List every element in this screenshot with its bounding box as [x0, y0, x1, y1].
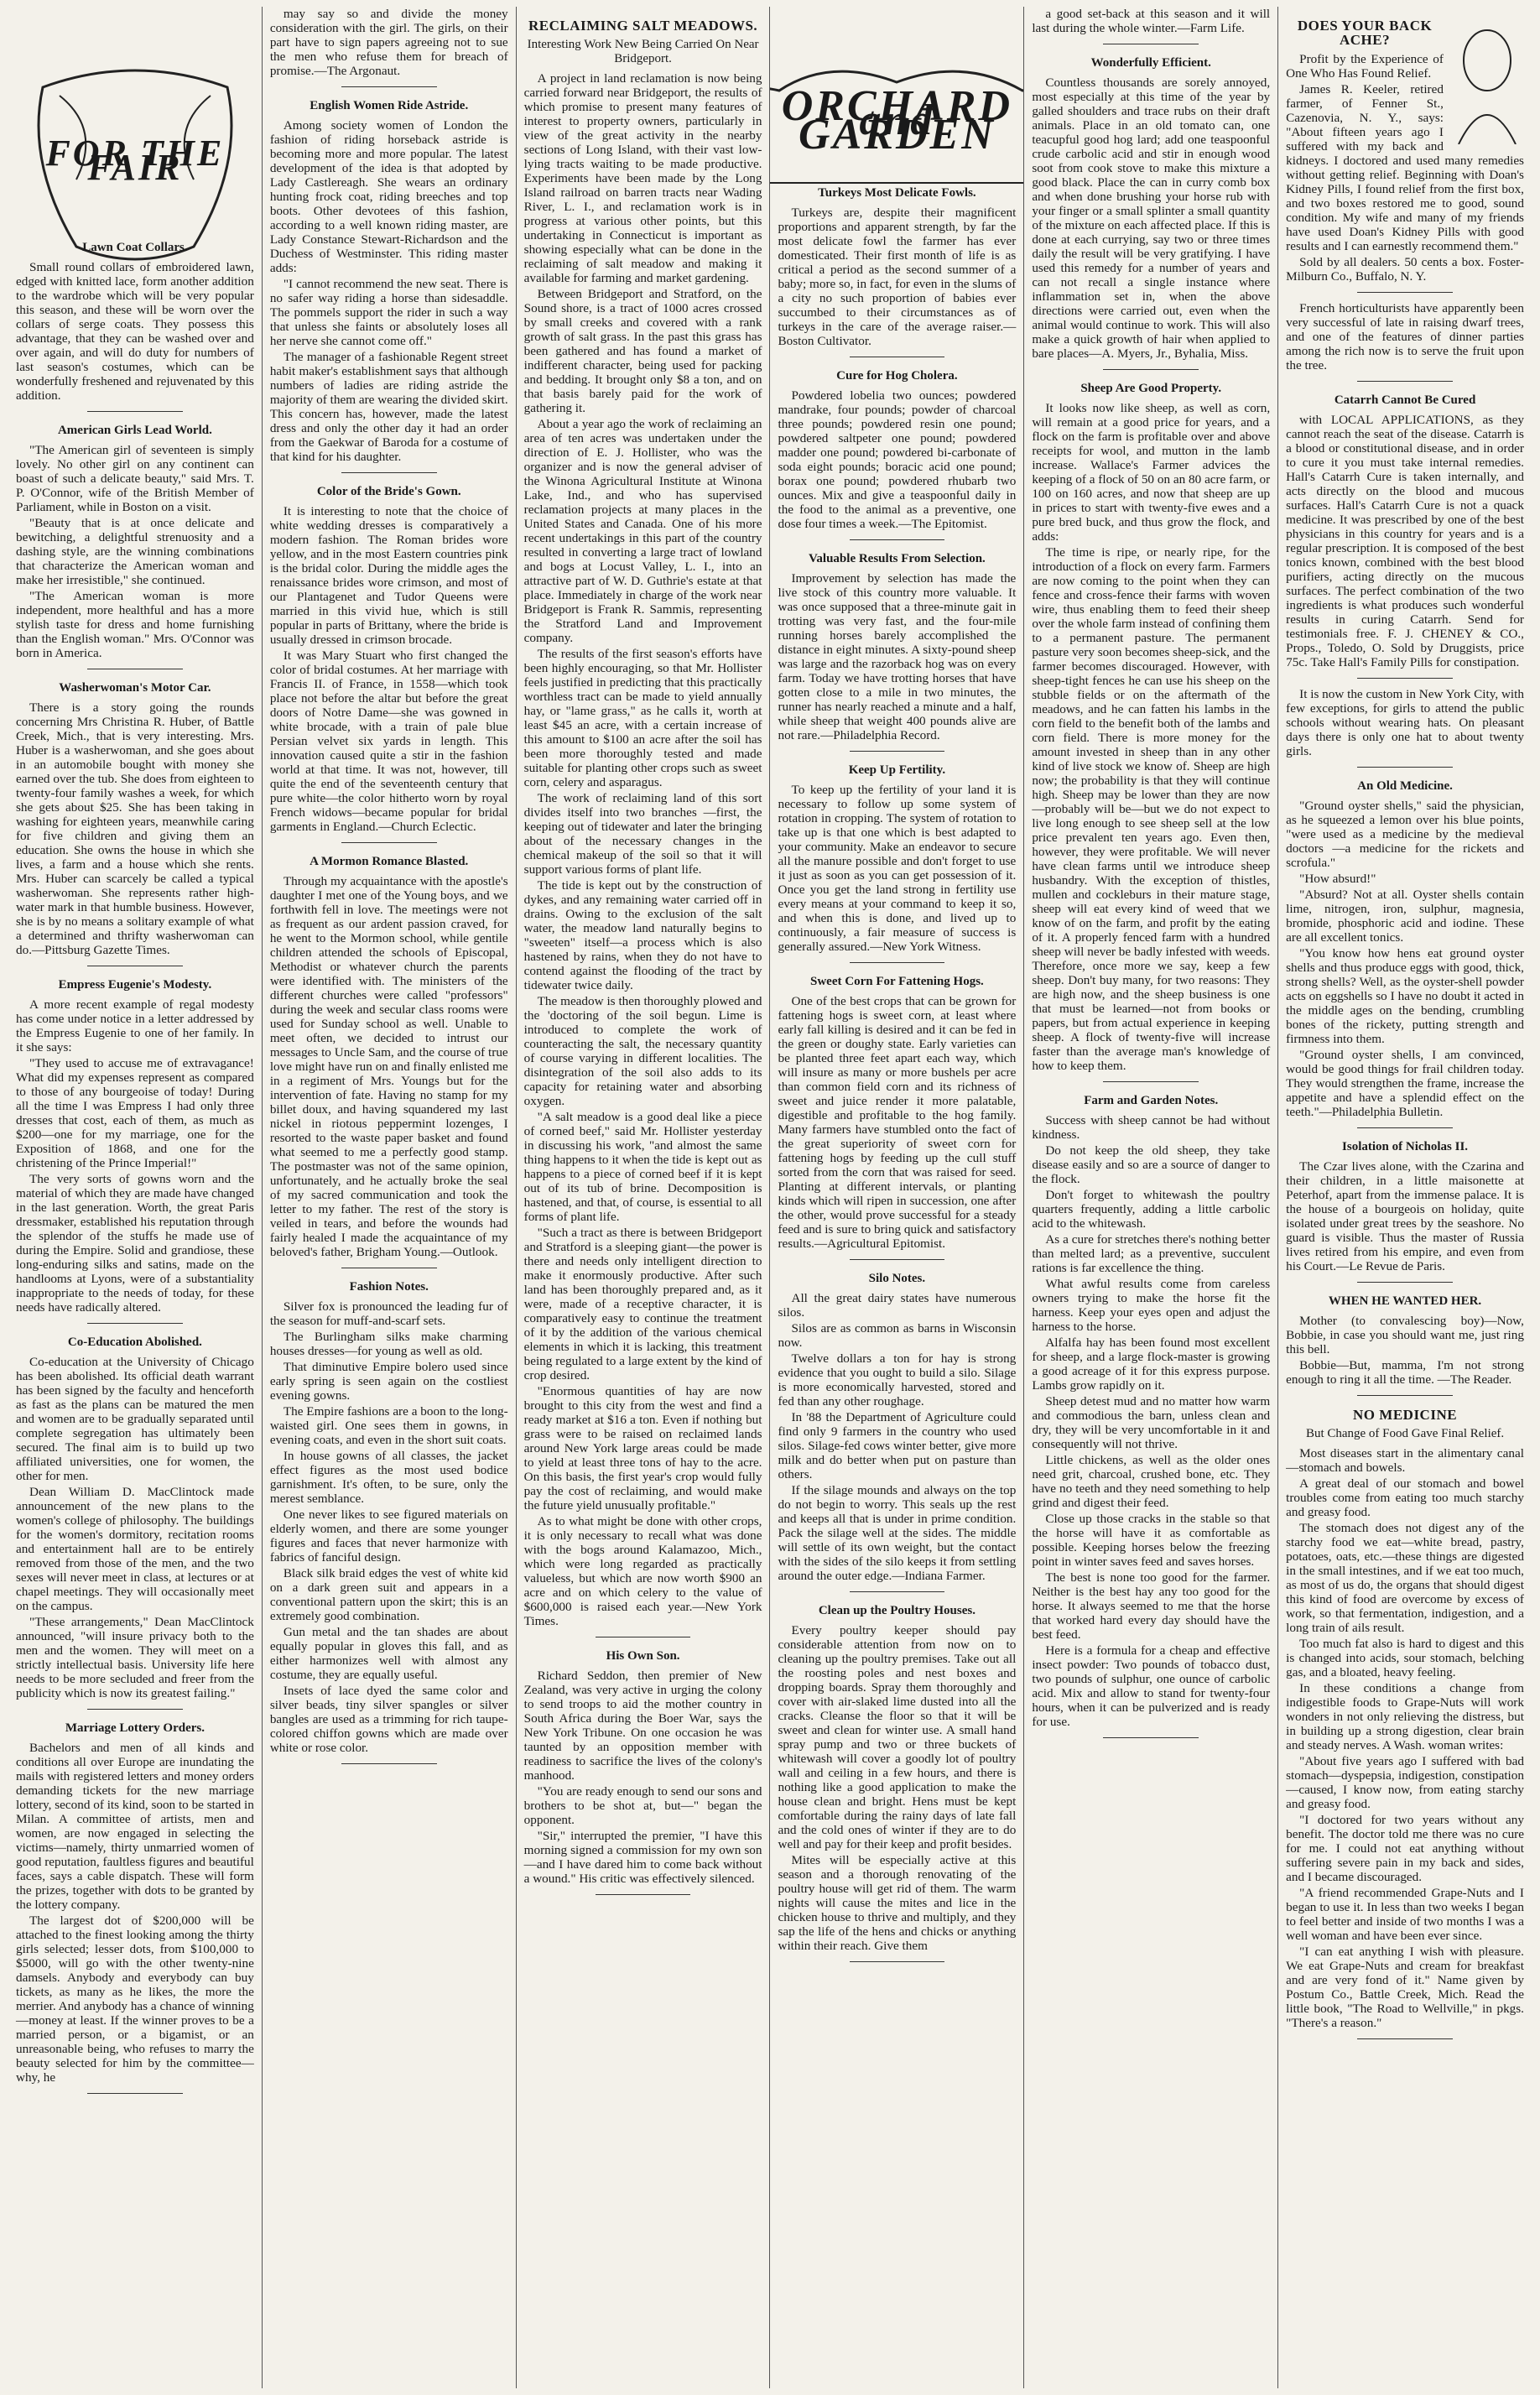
article-headline: His Own Son. [606, 1649, 680, 1663]
article-divider [1357, 292, 1453, 293]
article-paragraph: It is now the custom in New York City, with few exceptions, for girls to attend the public schools without wearing hats. On pleasant days there is only one hat to about twenty girls. [1286, 687, 1524, 758]
article-divider [87, 2093, 183, 2094]
article-paragraph: Alfalfa hay has been found most excellent for sheep, and a large flock-master is growing a good acreage of it for this express purpose. Lambs grow rapidly on it. [1032, 1335, 1271, 1393]
article-paragraph: "The American girl of seventeen is simply lovely. No other girl on any continent can boast of such a delicate beauty," said Mrs. T. P. O'Connor, wife of the British Member of Parliament, while in Boston on a visit. [16, 443, 254, 514]
article-paragraph: Powdered lobelia two ounces; powdered mandrake, four pounds; powder of charcoal three pounds; powdered resin one pound; powdered saltpeter one pound; powdered madder one pound; powdered bi-carbonate of soda eight pounds; boracic acid one pound; borax one pound; powdered rhubarb two ounces. Mix and give a teaspoonful daily in the food to the animal as a preventive, one dose four times a week.—The Epitomist. [778, 388, 1017, 531]
article-paragraph: Mites will be especially active at this season and a thorough renovating of the poultry house will get rid of them. The warm nights will cause the mites and lice in the chicken house to thrive and multiply, and they sap the life of the hens and chicks or anything within their reach. Give them [778, 1853, 1017, 1953]
article-paragraph: About a year ago the work of reclaiming an area of ten acres was undertaken under the direction of E. J. Hollister, who was the organizer and is now the general adviser of the Winona Agricultural Institute at Winona Lake, Ind., and who has supervised reclamation projects at many places in the United States and Canada. One of his more recent undertakings in this part of the country resulted in converting a large tract of lowland and bogs at Locust Valley, L. I., into an attractive part of W. D. Guthrie's estate at that place. Immediately in charge of the work near Bridgeport is Frank R. Sammis, representing the Stratford Land and Improvement company. [523, 417, 762, 645]
article-paragraph: The largest dot of $200,000 will be attached to the finest looking among the thirty girls selected; lesser dots, from $100,000 to $5000, will go with the other twenty-nine damsels. Anybody and everybody can buy tickets, as many as he likes, the more the merrier. And anybody has a chance of winning—money at least. If the winner proves to be a married person, or a bigamist, or an unreasonable being, who refuses to marry the beauty selected for him by the committee—why, he [16, 1913, 254, 2085]
article-headline: An Old Medicine. [1357, 779, 1453, 793]
article [778, 975, 1016, 1251]
article-headline: Keep Up Fertility. [848, 763, 946, 777]
article-headline: Isolation of Nicholas II. [1342, 1140, 1469, 1153]
article-subheadline: Interesting Work New Being Carried On Near Bridgeport. [527, 38, 759, 65]
article-paragraph: There is a story going the rounds concerning Mrs Christina R. Huber, of Battle Creek, Mich., that is very interesting. Mrs. Huber is a washerwoman, and she goes about in an automobile bought with money she earned over the tub. She does from eighteen to twenty-four family washes a week, for which she gets about $25. She has been taking in washing for eighteen years, meanwhile caring for five children and giving them an education. She owns the house in which she lives, a farm and a house which she rents. Mrs. Huber can scarcely be called a typical washerwoman. She represents rather high-water mark in that humble business. However, she is by no means a solitary example of what a determined and thrifty washerwoman can do.—Pittsburg Gazette Times. [16, 700, 254, 957]
article-paragraph: "Sir," interrupted the premier, "I have this morning signed a commission for my own son—and I have dared him to come back without a wound." His critic was effectively silenced. [523, 1829, 762, 1886]
article-divider [1357, 678, 1453, 679]
article-paragraph: "These arrangements," Dean MacClintock announced, "will insure privacy both to the men and the women. They will meet on a strictly intellectual basis. University life here needs to be more secluded and freer from the publicity which is now its greatest failing." [16, 1615, 254, 1700]
article-paragraph: Little chickens, as well as the older ones need grit, charcoal, crushed bone, etc. They have no teeth and they need something to help grind and digest their feed. [1032, 1453, 1271, 1510]
article-paragraph: The Empire fashions are a boon to the long-waisted girl. One sees them in gowns, in evening coats, and even in the short suit coats. [269, 1404, 508, 1447]
article-paragraph: Do not keep the old sheep, they take disease easily and so are a source of danger to the flock. [1032, 1143, 1271, 1186]
article-headline: Fashion Notes. [349, 1280, 429, 1294]
article-paragraph: with LOCAL APPLICATIONS, as they cannot reach the seat of the disease. Catarrh is a blood or constitutional disease, and in order to cure it you must take internal remedies. Hall's Catarrh Cure is taken internally, and acts directly on the blood and mucous surfaces. Hall's Catarrh Cure is not a quack medicine. It was prescribed by one of the best physicians in this country for years and is a regular prescription. It is composed of the best tonics known, combined with the best blood purifiers, acting directly on the mucous surfaces. The perfect combination of the two ingredients is what produces such wonderful results in curing Catarrh. Send for testimonials free. F. J. CHENEY & CO., Props., Toledo, O. Sold by Druggists, price 75c. Take Hall's Family Pills for constipation. [1286, 413, 1524, 669]
article-paragraph: Black silk braid edges the vest of white kid on a dark green suit and appears in a conventional pattern upon the skirt; this is an extremely good combination. [269, 1566, 508, 1623]
article-divider [1103, 1081, 1199, 1082]
article [778, 186, 1016, 348]
article [1286, 1140, 1524, 1273]
article-headline: Turkeys Most Delicate Fowls. [818, 186, 976, 200]
article-divider [341, 472, 437, 473]
article-headline: Sheep Are Good Property. [1080, 382, 1222, 395]
article-paragraph: "Beauty that is at once delicate and bewitching, a delightful strenuosity and a dashing style, are the winning combinations that characterize the American woman and make her irresistible," she continued. [16, 516, 254, 587]
article-paragraph: "I doctored for two years without any benefit. The doctor told me there was no cure for me. I could not eat anything without suffering severe pain in my back and sides, and I became discouraged. [1286, 1813, 1524, 1884]
article-paragraph: Don't forget to whitewash the poultry quarters frequently, adding a little carbolic acid to the whitewash. [1032, 1188, 1271, 1231]
article-paragraph: Bobbie—But, mamma, I'm not strong enough to ring it all the time. —The Reader. [1286, 1358, 1524, 1387]
column-2 [262, 7, 516, 2388]
article-headline: Color of the Bride's Gown. [316, 485, 461, 498]
article-paragraph: The Czar lives alone, with the Czarina and their children, in a little maisonette at Peterhof, apart from the immense palace. It is the house of a bourgeois on holiday, quite isolated under great trees by the seashore. No guard is visible. Thus the master of Russia lives retired from his empire, and even from his Court.—Le Revue de Paris. [1286, 1159, 1524, 1273]
article-headline: RECLAIMING SALT MEADOWS. [528, 18, 758, 34]
article [778, 1272, 1016, 1583]
article [1032, 7, 1270, 35]
article [1286, 1294, 1524, 1387]
article-paragraph: Success with sheep cannot be had without kindness. [1032, 1113, 1271, 1142]
article-paragraph: A more recent example of regal modesty has come under notice in a letter addressed by the Empress Eugenie to one of her family. In it she says: [16, 997, 254, 1054]
article-subheadline: But Change of Food Gave Final Relief. [1305, 1427, 1505, 1440]
article-paragraph: The results of the first season's efforts have been highly encouraging, so that Mr. Hollister feels justified in predicting that this practically worthless tract can be made to yield annually hay, or "lame grass," as he calls it, worth at least $45 an acre, with a certain increase of this amount to $100 an acre after the soil has been more thoroughly tested and made suitable for planting other crops such as sweet corn, celery and asparagus. [523, 647, 762, 789]
section-title: FOR THE FAIR [45, 132, 225, 188]
article-paragraph: "You know how hens eat ground oyster shells and thus produce eggs with good, thick, strong shells? Well, as the oyster-shell powder acts on eggshells so I have no doubt it acted in the middle ages on the bending, crumbling bones of the rickety, putting strength and firmness into them. [1286, 946, 1524, 1046]
article [1286, 393, 1524, 669]
article-paragraph: "About five years ago I suffered with bad stomach—dyspepsia, indigestion, constipation—caused, I know now, from eating starchy and greasy food. [1286, 1754, 1524, 1811]
article-headline: Silo Notes. [868, 1272, 926, 1285]
article-paragraph: If the silage mounds and always on the top do not begin to worry. This seals up the rest and keeps all that is under in prime condition. Pack the silage well at the sides. The middle will settle of its own weight, but the contact with the sides of the silo keeps it from settling around the outer edge.—Indiana Farmer. [778, 1483, 1017, 1583]
article-paragraph: Silver fox is pronounced the leading fur of the season for muff-and-scarf sets. [269, 1299, 508, 1328]
article-divider [341, 1763, 437, 1764]
article-headline: Lawn Coat Collars. [82, 241, 188, 254]
article [16, 1335, 254, 1700]
article-headline: Empress Eugenie's Modesty. [58, 978, 212, 992]
article-headline: Sweet Corn For Fattening Hogs. [810, 975, 984, 988]
article-headline: WHEN HE WANTED HER. [1328, 1294, 1482, 1308]
article-paragraph: In house gowns of all classes, the jacket effect figures as the most used bodice garnishment. It's often, to be sure, only the merest semblance. [269, 1449, 508, 1506]
article-paragraph: The Burlingham silks make charming houses dresses—for young as well as old. [269, 1330, 508, 1358]
article-paragraph: Insets of lace dyed the same color and silver beads, tiny silver spangles or silver bangles are used as a trimming for rich taupe-colored chiffon gowns which are made over white or rose color. [269, 1684, 508, 1755]
article [778, 763, 1016, 954]
article-paragraph: All the great dairy states have numerous silos. [778, 1291, 1017, 1320]
article [1032, 382, 1270, 1073]
article-paragraph: The time is ripe, or nearly ripe, for the introduction of a flock on every farm. Farmers are now coming to the point when they can fence and cross-fence their farms with woven wire, thus enabling them to feed their sheep over the whole farm instead of confining them to a permanent pasture. The permanent pasture very soon becomes sheep-sick, and the farmer becomes discouraged. However, with sheep-tight fences he can use his sheep on the stubble fields or on the aftermath of the meadows, and he can fatten his lambs in the corn field to the benefit both of the lambs and corn field. There is more money for the amount invested in sheep than in any other kind of live stock we know of. Sheep are high now; the probability is that they will continue high. Sheep may be lower than they are now—probably will be—but we do not expect to live long enough to see sheep sell at the low price prevalent ten years ago. Even then, however, they were profitable. We will never have clean farms until we introduce sheep husbandry. With the exception of thistles, mullen and cockleburs in their mature stage, sheep will eat every kind of weed that we know of on the farm, and profit by the eating of it. A properly fenced farm with a hundred sheep will never be badly infested with weeds. Therefore, once more we say, keep a few sheep. Don't buy many, for two reasons: They are high now, and the sheep business is one that must be learned—not from books or papers, but from actual experience in keeping sheep. A flock of twenty-five will increase faster than the average man's knowledge of how to keep them. [1032, 545, 1271, 1073]
article-paragraph: Most diseases start in the alimentary canal—stomach and bowels. [1286, 1446, 1524, 1475]
section-title: ORCHARD and GARDEN [781, 81, 1013, 159]
article-paragraph: Close up those cracks in the stable so that the horse will have it as comfortable as possible. Keeping horses below the freezing point in winter saves feed and saves horses. [1032, 1512, 1271, 1569]
article-divider [341, 842, 437, 843]
article-paragraph: Gun metal and the tan shades are about equally popular in gloves this fall, and as either harmonizes well with almost any costume, they are equally useful. [269, 1625, 508, 1682]
article-paragraph: The tide is kept out by the construction of dykes, and any remaining water carried off in drains. Owing to the exclusion of the salt water, the meadow land naturally begins to "sweeten" itself—a process which is also hastened by rains, when they do not have to contend against the flooding of the tract by tidewater twice daily. [523, 878, 762, 992]
article-divider [87, 1709, 183, 1710]
article [1032, 1094, 1270, 1729]
article-paragraph: The manager of a fashionable Regent street habit maker's establishment says that although numbers of ladies are riding astride the majority of them are wearing the divided skirt. This concern has, however, made the latest dress and only the other day it had an order from the Gaekwar of Baroda for a costume of that kind for his daughter. [269, 350, 508, 464]
article [16, 241, 254, 403]
article-paragraph: "How absurd!" [1299, 872, 1376, 886]
column-1 [8, 7, 262, 2388]
article-paragraph: It looks now like sheep, as well as corn, will remain at a good price for years, and a flock on the farm is profitable over and above receipts for wool, and mutton in the lamb increase. Wallace's Farmer advices the keeping of a flock of 50 on an 80 acre farm, or 100 on 160 acres, and now that sheep are up in prices to start with twenty-five ewes and a pure bred buck, and thus grow the flock, and adds: [1032, 401, 1271, 544]
article [524, 1649, 762, 1886]
article-paragraph: "I can eat anything I wish with pleasure. We eat Grape-Nuts and cream for breakfast and are very fond of it." Name given by Postum Co., Battle Creek, Mich. Read the little book, "The Road to Wellville," in pkgs. "There's a reason." [1286, 1945, 1524, 2030]
article [270, 855, 508, 1259]
article-paragraph: Sheep detest mud and no matter how warm and commodious the barn, unless clean and dry, they will be very uncomfortable in it and consequently will not thrive. [1032, 1394, 1271, 1451]
article-paragraph: The meadow is then thoroughly plowed and the 'doctoring of the soil begun. Lime is introduced to complete the work of counteracting the salt, the necessary quantity of course varying in different localities. The disintegration of the soil also adds to its capacity for retaining water and absorbing oxygen. [523, 994, 762, 1108]
article [1286, 301, 1524, 372]
article-divider [850, 1591, 945, 1592]
article-divider [87, 1323, 183, 1324]
article [270, 485, 508, 834]
article-paragraph: Small round collars of embroidered lawn, edged with knitted lace, form another addition to the wardrobe which will be very popular this season, and these will be worn over the collars of serge coats. They possess this advantage, that they can be washed over and over again, and will do duty for numbers of last season's costumes, which can be wonderfully freshened and rejuvenated by this addition. [16, 260, 254, 403]
article-paragraph: "The American woman is more independent, more healthful and has a more stylish taste for dress and home furnishing than the English woman." Mrs. O'Connor was born in America. [16, 589, 254, 660]
article-headline: A Mormon Romance Blasted. [310, 855, 469, 868]
article-paragraph: "Ground oyster shells," said the physician, as he squeezed a lemon over his blue points, "were used as a medicine by the medieval doctors —a medicine for the rickets and scrofula." [1286, 799, 1524, 870]
article-paragraph: "A salt meadow is a good deal like a piece of corned beef," said Mr. Hollister yesterday in discussing his work, "and almost the same thing happens to it when the tide is kept out as happens to a piece of corned beef if it is kept out of its tub of brine. Decomposition is hastened, and that, of course, is essential to all forms of plant life. [523, 1110, 762, 1224]
article-paragraph: "Absurd? Not at all. Oyster shells contain lime, nitrogen, iron, sulphur, magnesia, bromide, phosphoric acid and iodine. These are all excellent tonics. [1286, 888, 1524, 945]
article-headline: Wonderfully Efficient. [1090, 56, 1211, 70]
article-headline: Valuable Results From Selection. [808, 552, 986, 565]
article-paragraph: Among society women of London the fashion of riding horseback astride is becoming more and more popular. The latest development of the idea is that adopted by Lady Castlereagh. She wears an ordinary hunting frock coat, riding breeches and top boots. Other devotees of this fashion, according to a well known riding master, are Lady Constance Stewart-Richardson and the Duchess of Westminster. This riding master adds: [269, 118, 508, 275]
article-paragraph: Richard Seddon, then premier of New Zealand, was very active in urging the colony to send troops to aid the mother country in South Africa during the Boer War, says the New York Tribune. On one occasion he was taunted by an opposition member with readiness to sacrifice the lives of the colony's manhood. [523, 1669, 762, 1783]
article-headline: American Girls Lead World. [57, 424, 212, 437]
article-paragraph: "Ground oyster shells, I am convinced, would be good things for frail children today. They would strengthen the frame, increase the appetite and have a splendid effect on the teeth."—Philadelphia Bulletin. [1286, 1048, 1524, 1119]
article-divider [850, 751, 945, 752]
article [1286, 779, 1524, 1119]
article-headline: NO MEDICINE [1353, 1407, 1458, 1423]
article-paragraph: As a cure for stretches there's nothing better than melted lard; as a preventive, succulent rations is far excellence the thing. [1032, 1232, 1271, 1275]
article-paragraph: Dean William D. MacClintock made announcement of the new plans to the women's college of philosophy. The buildings for the women's dormitory, recitation rooms and entertainment hall are to be entirely removed from those of the men, and the two sexes will never meet in class, at lectures or at chapel meetings. They will occasionally meet on the campus. [16, 1485, 254, 1613]
article-paragraph: In '88 the Department of Agriculture could find only 9 farmers in the country who used silos. Silage-fed cows winter better, give more milk and do better when put on pasture than others. [778, 1410, 1017, 1481]
article-paragraph: A great deal of our stomach and bowel troubles come from eating too much starchy and greasy food. [1286, 1476, 1524, 1519]
article-paragraph: Improvement by selection has made the live stock of this country more valuable. It was once supposed that a three-minute gait in trotting was very fast, and the four-mile running horses barely accomplished the distance in eight minutes. A sixty-pound sheep was large and the razorback hog was on every farm. Today we have trotting horses that have gotten close to a mile in two minutes, the runner has nearly reached a minute and a half, while sheep that weight 400 pounds alive are not rare.—Philadelphia Record. [778, 571, 1017, 742]
article-paragraph: "Such a tract as there is between Bridgeport and Stratford is a sleeping giant—the power is there and needs only intelligent direction to make it enormously productive. After such land has been thoroughly prepared and, as it were, made of a receptive character, it is comparatively easy to continue the treatment of it by the addition of the various chemical elements in which it is lacking, this treatment being regulated to a large extent by the kind of crop desired. [523, 1226, 762, 1382]
article-paragraph: The stomach does not digest any of the starchy food we eat—white bread, pastry, potatoes, oats, etc.—these things are digested in the small intestines, and if we eat too much, as most of us do, the organs that should digest this kind of food are overcome by excess of work, so that fermentation, indigestion, and a long train of ails result. [1286, 1521, 1524, 1635]
column-4 [769, 7, 1023, 2388]
article [270, 99, 508, 464]
article-paragraph: Countless thousands are sorely annoyed, most especially at this time of the year by galled shoulders and trace rubs on their draft animals. Place in an old tomato can, one teacupful good hog lard; add one teaspoonful crude carbolic acid and stir in enough wood soot from cook stove to make this mixture a good black. Place the can in curry comb box and when done brushing your horse rub with your finger or a small splinter a small quantity of the mixture on each affected place. If this is done at each currying, say two or three times daily the result will be very gratifying. I have used this remedy for a number of years and can not recall a single instance where inflammation set in, when the above directions were carried out, even when the animal would continue to work. This will also make a quick growth of hair when applied to bare places—A. Myers, Jr., Byhalia, Miss. [1032, 75, 1271, 361]
article-divider [87, 411, 183, 412]
article-paragraph: One of the best crops that can be grown for fattening hogs is sweet corn, at least where early fall killing is desired and it can be fed in the green or doughy state. Early varieties can be planted three feet apart each way, which will insure as many or more bushels per acre than common field corn and its richness of sweet and juice render it more palatable, digestible and profitable to the hog family. Many farmers have stumbled onto the fact of the great superiority of sweet corn for fattening hogs by feeding up the cull stuff sorted from the corn that was raised for seed. Planting at different intervals, or planting kinds which will ripen in succession, one after the other, would prove successful for a steady feed and is sure to bring quick and satisfactory results.—Agricultural Epitomist. [778, 994, 1017, 1251]
article [16, 681, 254, 957]
article-divider [1103, 369, 1199, 370]
article [1032, 56, 1270, 361]
article [1286, 18, 1524, 284]
article-divider [596, 1894, 691, 1895]
article-paragraph: Profit by the Experience of One Who Has Found Relief. [1286, 52, 1444, 81]
article [16, 424, 254, 660]
article-paragraph: Twelve dollars a ton for hay is strong evidence that you ought to build a silo. Silage is more economically harvested, stored and fed than any other roughage. [778, 1351, 1017, 1408]
orchard-garden-header-art [778, 7, 1016, 174]
article [1286, 687, 1524, 758]
article-paragraph: Through my acquaintance with the apostle's daughter I met one of the Young boys, and we forthwith fell in love. The meetings were not as frequent as our ardent passion craved, for he went to the Mormon school, while gentile children attended the schools of Episcopal, Methodist or whatever church the parents were identified with. The ministers of the different churches were called "professors" during the week and secular class rooms were used for Sunday school as well. Unable to meet often, we decided to intrust our messages to Uncle Sam, and the course of true love might have run on and finally enlisted me in a regiment of Mrs. Youngs but for the intervention of fate. Having no stamp for my billet doux, and having squandered my last nickel in riotous peppermint lozenges, I resorted to the waste paper basket and found what seemed to me a perfectly good stamp. The postmaster was not of the same opinion, unfortunately, and he actually broke the seal of my sacred communication and took the letter to my father. The rest of the story is veiled in tears, and before the wounds had fairly healed I made the acquaintance of my beloved's father, Brigham Young.—Outlook. [269, 874, 508, 1259]
column-container [8, 7, 1532, 2388]
article [270, 7, 508, 78]
article-paragraph: The work of reclaiming land of this sort divides itself into two branches —first, the keeping out of tidewater and later the bringing about of the necessary changes in the chemical makeup of the soil so that it will support various forms of plant life. [523, 791, 762, 877]
article-paragraph: It was Mary Stuart who first changed the color of bridal costumes. At her marriage with Francis II. of France, in 1558—which took place not before the altar but before the great doors of Notre Dame—she was gowned in white brocade, with a train of pale blue Persian velvet six yards in length. This innovation caused quite a stir in the fashion world at that time. It was not, however, till quite the end of the seventeenth century that pure white—the color hitherto worn by royal French widows—became popular for bridal garments in England.—Church Eclectic. [269, 648, 508, 834]
article-paragraph: "They used to accuse me of extravagance! What did my expenses represent as compared to those of any bourgeoise of today! During all the time I was Empress I had only three dresses that cost, each of them, as much as $200—one for my marriage, one for the Exposition of 1868, and one for the christening of the Prince Imperial!" [16, 1056, 254, 1170]
article-headline: Co-Education Abolished. [67, 1335, 202, 1349]
article-paragraph: Mother (to convalescing boy)—Now, Bobbie, in case you should want me, just ring this bell. [1286, 1314, 1524, 1356]
article-headline: Clean up the Poultry Houses. [818, 1604, 976, 1617]
article-paragraph: may say so and divide the money consideration with the girl. The girls, on their part have to sign papers agreeing not to sue the men who refuse them for breach of promise.—The Argonaut. [269, 7, 508, 78]
article [16, 1721, 254, 2085]
article-divider [850, 1259, 945, 1260]
article-paragraph: In these conditions a change from indigestible foods to Grape-Nuts will work wonders in not only relieving the distress, but in building up a strong digestion, clear brain and steady nerves. A Wash. woman writes: [1286, 1681, 1524, 1752]
article-paragraph: As to what might be done with other crops, it is only necessary to recall what was done with the bogs around Kalamazoo, Mich., which were long regarded as practically valueless, but which are now worth $900 an acre and on which celery to the value of $600,000 is raised each year.—New York Times. [523, 1514, 762, 1628]
article-paragraph: "I cannot recommend the new seat. There is no safer way riding a horse than sidesaddle. The pommels support the rider in such a way that unless she faints or absolutely loses all her nerve she cannot come off." [269, 277, 508, 348]
article-paragraph: Turkeys are, despite their magnificent proportions and apparent strength, by far the most delicate fowl the farmer has ever domesticated. Their first month of life is as critical a period as the second summer of a baby; more so, in fact, for even in the slums of a city no such proportion of babies ever succumbed to their circumstances as of turkeys in the care of the average raiser.—Boston Cultivator. [778, 206, 1017, 348]
for-the-fair-header-art [16, 7, 254, 229]
article-paragraph: Too much fat also is hard to digest and this is changed into acids, sour stomach, belching gas, and a bloated, heavy feeling. [1286, 1637, 1524, 1679]
article-headline: English Women Ride Astride. [310, 99, 469, 112]
article-paragraph: Here is a formula for a cheap and effective insect powder: Two pounds of tobacco dust, two pounds of sulphur, one ounce of carbolic acid. Mix and allow to stand for twenty-four hours, when it can be pulverized and is ready for use. [1032, 1643, 1271, 1729]
article-paragraph: That diminutive Empire bolero used since early spring is seen again on the costliest evening gowns. [269, 1360, 508, 1403]
article-paragraph: Every poultry keeper should pay considerable attention from now on to cleaning up the poultry premises. Take out all the roosting poles and nest boxes and dropping boards. Spray them thoroughly and cover with air-slaked lime dusted into all the cracks. Cleanse the floor so that it will be sweet and clean for winter use. A small hand spray pump and two or three buckets of whitewash will cover a goodly lot of poultry wall and ceiling in a few hours, and there is nothing like a good application to make the house clean and bright. Hens must be kept comfortable during the rainy days of late fall and the cold ones of winter if they are to do well and pay for their keep and profit besides. [778, 1623, 1017, 1851]
article-divider [1357, 767, 1453, 768]
article-headline: Catarrh Cannot Be Cured [1334, 393, 1476, 407]
article-headline: Cure for Hog Cholera. [836, 369, 958, 383]
article-paragraph: Sold by all dealers. 50 cents a box. Foster-Milburn Co., Buffalo, N. Y. [1286, 255, 1524, 284]
article-paragraph: Bachelors and men of all kinds and conditions all over Europe are inundating the mails with registered letters and money orders demanding tickets for the new marriage lottery, second of its kind, soon to be started in Milan. A committee of artists, men and women, are now engaged in selecting the victims—namely, thirty unmarried women of good reputation, faultless figures and beautiful faces, says a cable dispatch. These will form the prizes, together with dots to be granted by the lottery company. [16, 1741, 254, 1912]
article-divider [1357, 1395, 1453, 1396]
article-divider [1357, 1282, 1453, 1283]
article-headline: Marriage Lottery Orders. [65, 1721, 205, 1735]
article [778, 552, 1016, 742]
article-paragraph: What awful results come from careless owners trying to make the horse fit the harness. Keep your eyes open and adjust the harness to the horse. [1032, 1277, 1271, 1334]
article [778, 369, 1016, 531]
article-divider [1357, 2038, 1453, 2039]
article-paragraph: It is interesting to note that the choice of white wedding dresses is comparatively a modern fashion. The Roman brides wore yellow, and in the most Eastern countries pink is the bridal color. During the middle ages the renaissance brides wore crimson, and most of our Plantagenet and Tudor Queens were married in this vivid hue, which is still popular in parts of Brittany, where the bride is usually dressed in crimson brocade. [269, 504, 508, 647]
article-paragraph: "You are ready enough to send our sons and brothers to be shot at, but—" began the opponent. [523, 1784, 762, 1827]
article-paragraph: French horticulturists have apparently been very successful of late in raising dwarf trees, and one of the features of dinner parties among the rich now is to serve the fruit upon the tree. [1286, 301, 1524, 372]
article-divider [850, 1961, 945, 1962]
article-paragraph: James R. Keeler, retired farmer, of Fenner St., Cazenovia, N. Y., says: "About fifteen years ago I suffered with my back and kidneys. I doctored and used many remedies without getting relief. Beginning with Doan's Kidney Pills, I found relief from the first box, and two boxes restored me to good, sound condition. My wife and many of my friends have used Doan's Kidney Pills with good results and I can earnestly recommend them." [1286, 82, 1524, 253]
article-paragraph: A project in land reclamation is now being carried forward near Bridgeport, the results of which promise to present many features of interest to property owners, particularly in view of the great activity in the nearby sections of Long Island, with their vast low-lying tracts waiting to be made productive. Experiments have been made by the Long Island railroad on barren tracts near Wading River, L. I., and reclamation work is in progress at various other points, but this undertaking in Connecticut is important as showing especially what can be done in the reclaiming of salt meadow and making it available for farming and market gardening. [523, 71, 762, 285]
portrait-engraving-icon [1450, 18, 1524, 144]
article-paragraph: The very sorts of gowns worn and the material of which they are made have changed in the last generation. Worth, the great Paris dressmaker, established his reputation through the splendor of the stuffs he made use of during the Empire. Solid and grandiose, these long-enduring silks and satins, made on the handlooms at Lyons, were of a substantiality inappropriate to the needs of today, for these needs have radically altered. [16, 1172, 254, 1315]
article-divider [850, 539, 945, 540]
article-paragraph: The best is none too good for the farmer. Neither is the best hay any too good for the horse. It always seemed to me that the horse that worked hard every day should have the best feed. [1032, 1570, 1271, 1642]
article-paragraph: Between Bridgeport and Stratford, on the Sound shore, is a tract of 1000 acres crossed by small creeks and covered with a rank growth of salt grass. In the past this grass has been gathered and has found a market of indifferent character, being used for packing and bedding. It brought only $8 a ton, and on that basis barely paid for the work of gathering it. [523, 287, 762, 415]
article-paragraph: One never likes to see figured materials on elderly women, and there are some younger figures and faces that never harmonize with fabrics of fanciful design. [269, 1507, 508, 1565]
article-paragraph: "A friend recommended Grape-Nuts and I began to use it. In less than two weeks I began to feel better and inside of two months I was a well woman and have been ever since. [1286, 1886, 1524, 1943]
article-headline: Washerwoman's Motor Car. [59, 681, 211, 695]
article-paragraph: Co-education at the University of Chicago has been abolished. Its official death warrant has been signed by the faculty and henceforth as fast as the plans can be matured the men and women are to be gradually separated until complete segregation has ultimately been secured. The final aim is to build up two affiliated universities, one for women, the other for men. [16, 1355, 254, 1483]
article [1286, 1408, 1524, 2030]
article-paragraph: a good set-back at this season and it will last during the whole winter.—Farm Life. [1032, 7, 1271, 35]
column-3 [516, 7, 770, 2388]
article-headline: DOES YOUR BACK ACHE? [1297, 18, 1433, 48]
article [778, 1604, 1016, 1953]
article-paragraph: "Enormous quantities of hay are now brought to this city from the west and find a ready market at $16 a ton. Even if nothing but grass were to be raised on reclaimed lands around New York large areas could be made to yield at least three tons of hay to the acre. On this basis, the first year's crop would fully pay the cost of reclaiming, and would make the future yield unusually profitable." [523, 1384, 762, 1512]
article-paragraph: Silos are as common as barns in Wisconsin now. [778, 1321, 1017, 1350]
article [16, 978, 254, 1315]
column-5 [1023, 7, 1277, 2388]
article-divider [341, 86, 437, 87]
article-divider [1357, 1127, 1453, 1128]
article-headline: Farm and Garden Notes. [1084, 1094, 1219, 1107]
article-divider [1103, 1737, 1199, 1738]
article-paragraph: To keep up the fertility of your land it is necessary to follow up some system of rotation in cropping. The system of rotation to take up is that one which is best adapted to your community. Make an endeavor to secure all the manure possible and don't forget to use it just as soon as you can get possession of it. Once you get the land strong in fertility use every means at your command to keep it so, and when this is done, and lived up to continuously, a fair measure of success is generally assured.—New York Witness. [778, 783, 1017, 954]
article-divider [1357, 381, 1453, 382]
column-6 [1277, 7, 1532, 2388]
article [524, 18, 762, 1628]
article-divider [850, 962, 945, 963]
article [270, 1280, 508, 1755]
